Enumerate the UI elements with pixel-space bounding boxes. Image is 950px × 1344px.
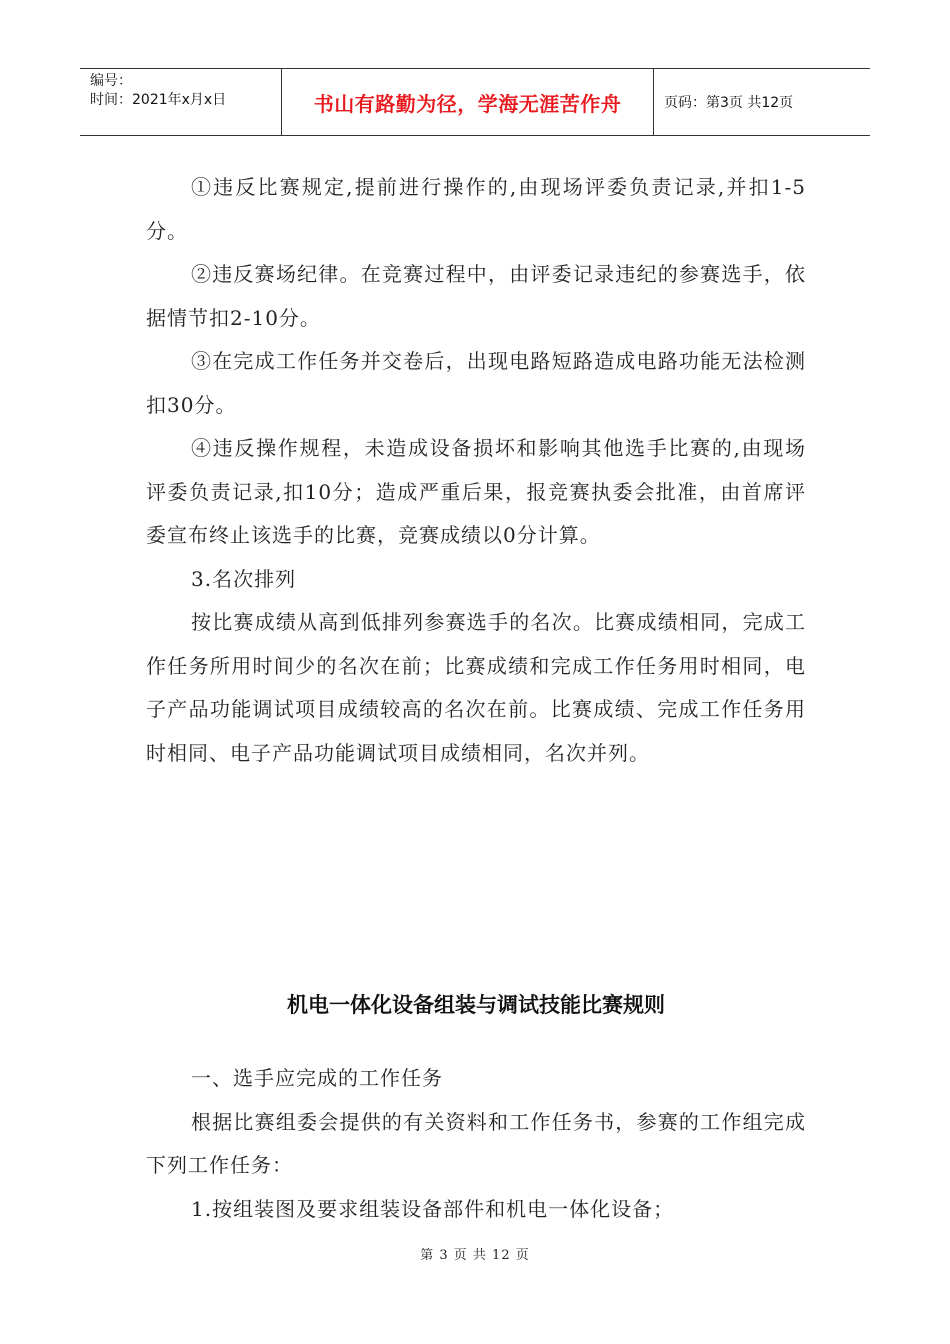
- section-heading: 一、选手应完成的工作任务: [191, 1066, 443, 1090]
- rules-body: [146, 166, 806, 775]
- header-meta: [80, 69, 282, 135]
- page-footer: 第 3 页 共 12 页: [420, 1248, 530, 1263]
- paragraph: 按比赛成绩从高到低排列参赛选手的名次。比赛成绩相同，完成工作任务所用时间少的名次在前；比赛成绩和完成工作任务用时相同，电子产品功能调试项目成绩较高的名次在前。比赛成绩、完成工作任务用时相同、电子产品功能调试项目成绩相同，名次并列。: [146, 610, 806, 765]
- header-motto: 书山有路勤为径，学海无涯苦作舟: [282, 69, 654, 135]
- paragraph: ④违反操作规程，未造成设备损坏和影响其他选手比赛的,由现场评委负责记录,扣10分；造成严重后果，报竞赛执委会批准，由首席评委宣布终止该选手的比赛，竞赛成绩以0分计算。: [146, 436, 806, 547]
- document-number-label: 编号：: [90, 73, 132, 89]
- paragraph: ②违反赛场纪律。在竞赛过程中，由评委记录违纪的参赛选手，依据情节扣2-10分。: [146, 262, 806, 330]
- competition-rules-section: [146, 975, 806, 1231]
- page-header: [80, 68, 870, 136]
- paragraph: ①违反比赛规定,提前进行操作的,由现场评委负责记录,并扣1-5分。: [146, 175, 806, 243]
- subheading: 3.名次排列: [191, 566, 297, 591]
- header-page-code: 页码：第3页 共12页: [664, 95, 794, 111]
- document-date-label: 时间：2021年x月x日: [90, 92, 227, 108]
- paragraph: 根据比赛组委会提供的有关资料和工作任务书，参赛的工作组完成下列工作任务：: [146, 1109, 806, 1177]
- list-item: 1.按组装图及要求组装设备部件和机电一体化设备；: [191, 1196, 675, 1221]
- section-title: 机电一体化设备组装与调试技能比赛规则: [287, 993, 665, 1017]
- paragraph: ③在完成工作任务并交卷后，出现电路短路造成电路功能无法检测扣30分。: [146, 349, 806, 417]
